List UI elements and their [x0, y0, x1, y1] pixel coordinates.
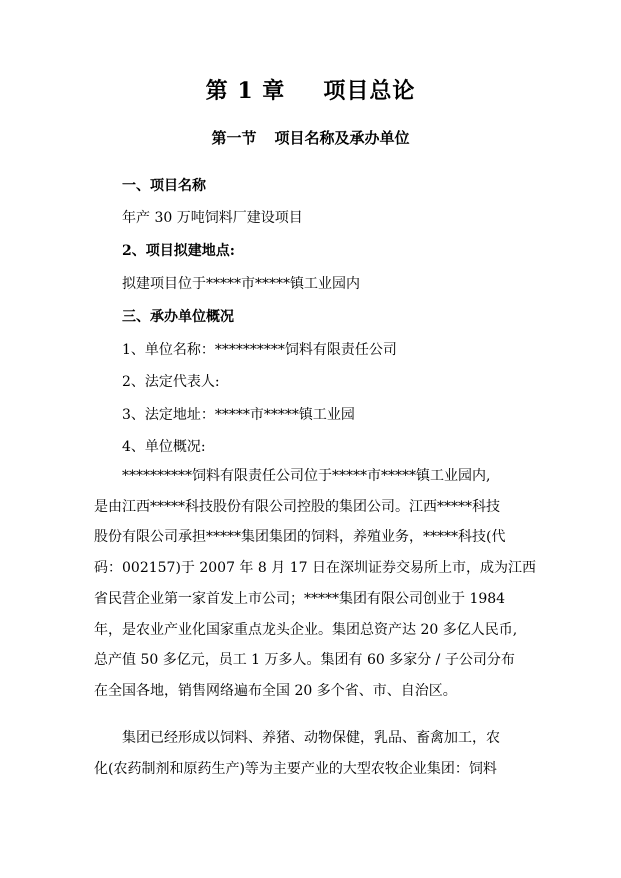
chapter-heading — [0, 74, 621, 105]
heading-unit-overview: 三、承办单位概况 — [122, 309, 234, 325]
paragraph-line: 在全国各地，销售网络遍布全国 20 多个省、市、自治区。 — [94, 682, 457, 699]
unit-overview-label: 4、单位概况: — [122, 439, 206, 455]
unit-name-text: 1、单位名称：**********饲料有限责任公司 — [122, 342, 397, 358]
chapter-number: 第 1 章 — [205, 78, 286, 104]
paragraph-line: **********饲料有限责任公司位于*****市*****镇工业园内, — [122, 468, 491, 484]
section-heading — [0, 127, 621, 148]
legal-representative-text: 2、法定代表人: — [122, 374, 220, 390]
group-industries-paragraph — [94, 723, 524, 784]
paragraph-line: 股份有限公司承担*****集团集团的饲料，养殖业务，*****科技(代 — [94, 529, 506, 546]
paragraph-line: 年，是农业产业化国家重点龙头企业。集团总资产达 20 多亿人民币, — [94, 621, 518, 638]
project-name-text: 年产 30 万吨饲料厂建设项目 — [122, 210, 303, 226]
paragraph-line: 省民营企业第一家首发上市公司；*****集团有限公司创业于 1984 — [94, 590, 506, 607]
heading-project-location: 2、项目拟建地点: — [122, 243, 235, 259]
legal-address-text: 3、法定地址：*****市*****镇工业园 — [122, 407, 355, 423]
project-location-text: 拟建项目位于*****市*****镇工业园内 — [122, 276, 360, 292]
paragraph-line: 集团已经形成以饲料、养猪、动物保健，乳品、畜禽加工，农 — [122, 730, 500, 746]
paragraph-line: 是由江西*****科技股份有限公司控股的集团公司。江西*****科技 — [94, 498, 500, 515]
section-title: 项目名称及承办单位 — [274, 129, 410, 147]
section-number: 第一节 — [211, 129, 257, 147]
company-overview-paragraph — [94, 461, 536, 707]
paragraph-line: 化(农药制剂和原药生产)等为主要产业的大型农牧企业集团：饲料 — [94, 760, 497, 777]
heading-project-name: 一、项目名称 — [122, 178, 206, 194]
paragraph-line: 码：002157)于 2007 年 8 月 17 日在深圳证券交易所上市，成为江西 — [94, 560, 536, 577]
paragraph-line: 总产值 50 多亿元，员工 1 万多人。集团有 60 多家分 / 子公司分布 — [94, 652, 515, 669]
chapter-title: 项目总论 — [323, 78, 416, 104]
